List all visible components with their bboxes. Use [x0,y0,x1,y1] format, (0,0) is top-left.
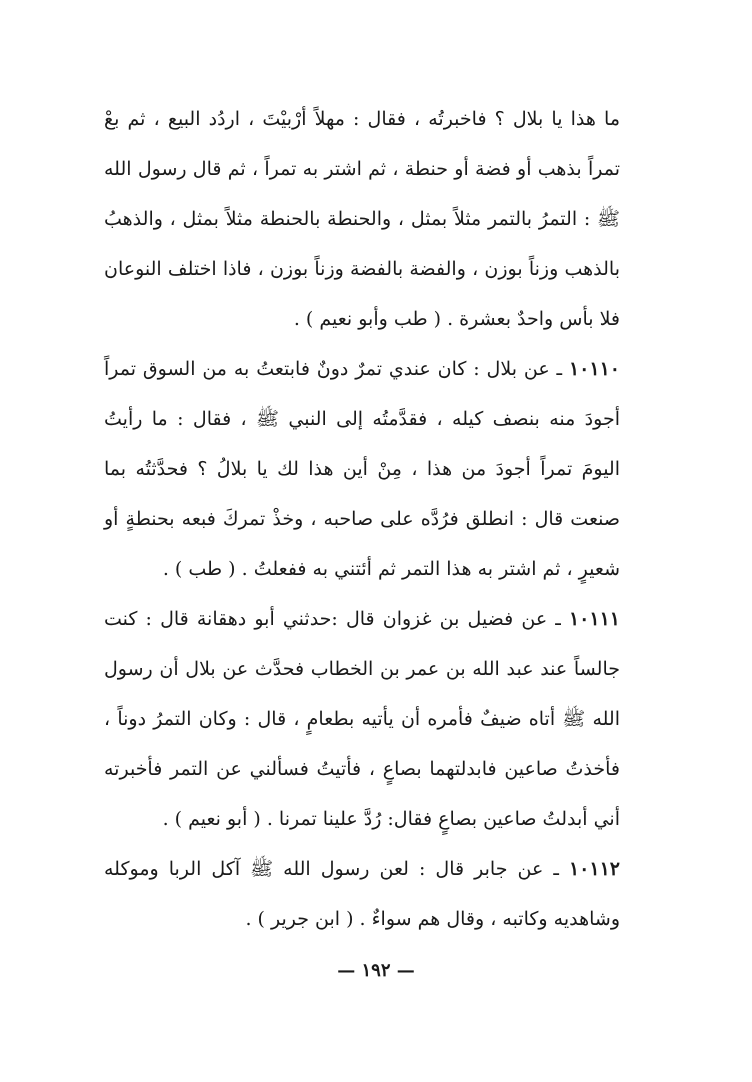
hadith-number: ١٠١١٠ [568,358,620,380]
hadith-text: ـ عن فضيل بن غزوان قال :حدثني أبو دهقانة قال : كنت جالساً عند عبد الله بن عمر بن الخطاب فحدَّث عن بلال أن رسول الله ﷺ أتاه ضيفٌ فأمره أن يأتيه بطعامٍ ، قال : وكان التمرُ دوناً ، فأخذتُ صاعين فابدلتهما بصاعٍ ، فأتيتُ فسألني عن التمر فأخبرته أني أبدلتُ صاعين بصاعٍ فقال: رُدَّ علينا تمرنا . ( أبو نعيم ) . [104,608,620,830]
hadith-10111 [104,594,620,844]
hadith-10110 [104,344,620,594]
paragraph-1 [104,94,620,344]
hadith-number: ١٠١١١ [568,608,620,630]
hadith-text: ـ عن بلال : كان عندي تمرٌ دونٌ فابتعتُ به من السوق تمراً أجودَ منه بنصف كيله ، فقدَّمتُه إلى النبي ﷺ ، فقال : ما رأيتُ اليومَ تمراً أجودَ من هذا ، مِنْ أين هذا لك يا بلالُ ؟ فحدَّثتُه بما صنعت قال : انطلق فرُدَّه على صاحبه ، وخذْ تمركَ فبعه بحنطةٍ أو شعيرٍ ، ثم اشتر به هذا التمر ثم أئتني به ففعلتُ . ( طب ) . [104,358,620,580]
page-number: — ١٩٢ — [337,960,415,981]
hadith-number: ١٠١١٢ [568,858,620,880]
hadith-10112 [104,844,620,944]
hadith-text: ـ عن جابر قال : لعن رسول الله ﷺ آكل الربا وموكله وشاهديه وكاتبه ، وقال هم سواءٌ . ( ابن جرير ) . [104,858,620,930]
paragraph-text: ما هذا يا بلال ؟ فاخبرتُه ، فقال : مهلاً أرْبيْتَ ، اردُد البيع ، ثم بعْ تمراً بذهب أو فضة أو حنطة ، ثم اشتر به تمراً ، ثم قال رسول الله ﷺ : التمرُ بالتمر مثلاً بمثل ، والحنطة بالحنطة مثلاً بمثل ، والذهبُ بالذهب وزناً بوزن ، والفضة بالفضة وزناً بوزن ، فاذا اختلف النوعان فلا بأس واحدٌ بعشرة . ( طب وأبو نعيم ) . [104,108,620,330]
